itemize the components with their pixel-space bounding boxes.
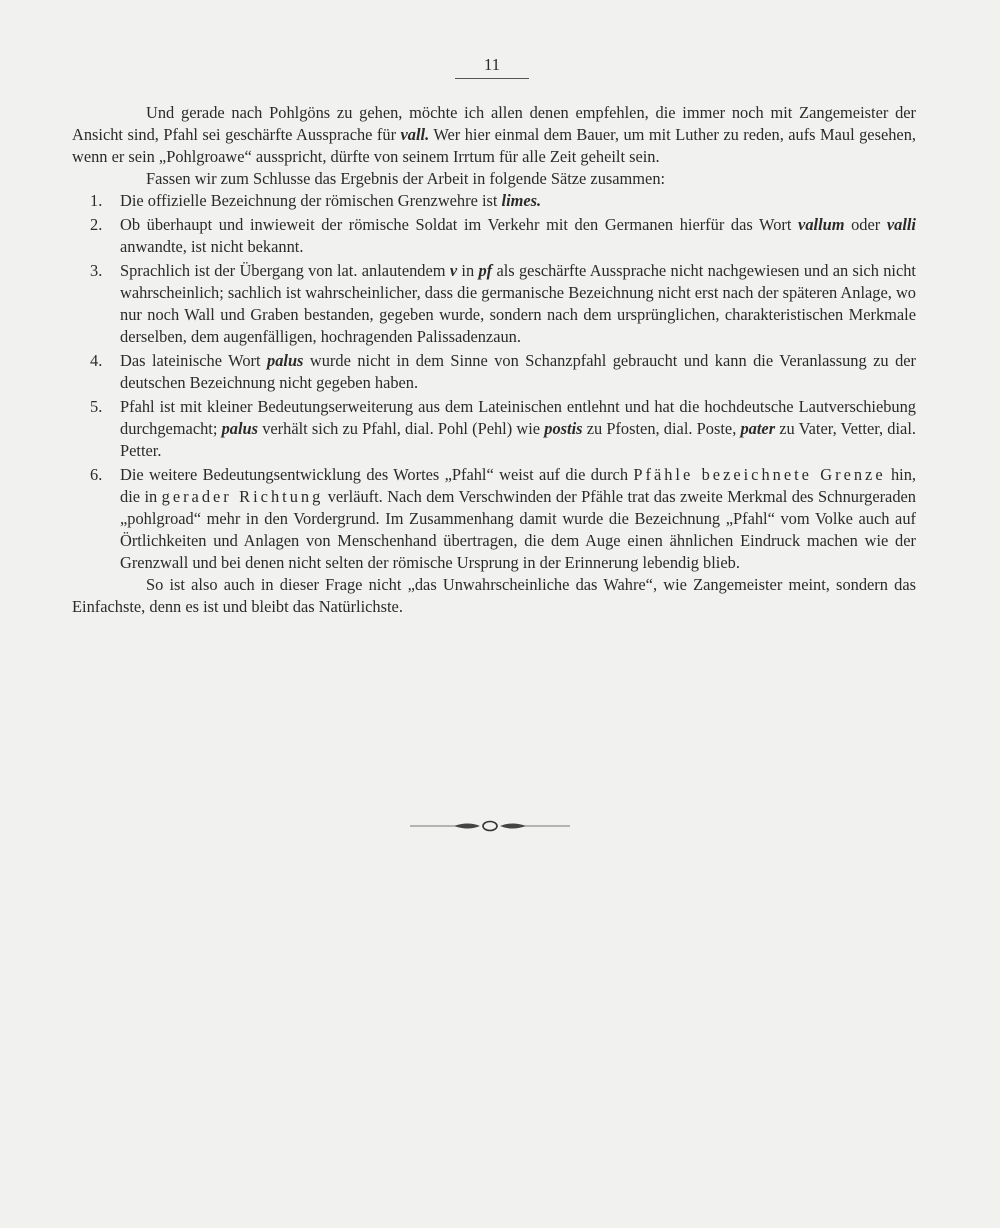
list-number: 4. [90,351,103,370]
page-number: 11 [483,55,501,74]
item-italic-term: v [449,261,458,280]
intro-italic-term: vall. [400,125,430,144]
item-text: hin, die in [120,465,916,506]
page-number-rule [455,78,529,79]
item-italic-term: vallum [798,215,845,234]
item-italic-term: limes. [501,191,542,210]
item-text: Das lateinische Wort [120,351,267,370]
item-italic-term: pf [478,261,493,280]
list-number: 5. [90,397,103,416]
item-text: verläuft. Nach dem Verschwinden der Pfähle trat das zweite Merkmal des Schnurgeraden „pohlgroad“ mehr in den Vordergrund. Im Zusammenhang damit wurde die Bezeichnung „Pfahl“ vom Volke auch auf Örtlichkeiten und Anlagen von Menschenhand übertragen, die dem Auge einen ähnlichen Eindruck machen wie der Grenzwall und bei denen nicht selten der römische Ursprung in der Erinnerung lebendig blieb. [120,487,916,572]
end-ornament [410,814,570,838]
body-text [72,102,916,618]
list-item-6 [72,464,916,574]
item-text: wurde nicht in dem Sinne von Schanzpfahl gebraucht und kann die Veranlassung zu der deutschen Bezeichnung nicht gegeben haben. [120,351,916,392]
item-text: zu Pfosten, dial. Poste, [582,419,741,438]
summary-lead: Fassen wir zum Schlusse das Ergebnis der Arbeit in folgende Sätze zusammen: [146,169,666,188]
item-spaced-emphasis: Pfähle bezeichnete Grenze [633,465,886,484]
item-text: Die weitere Bedeutungsentwicklung des Wortes „Pfahl“ weist auf die durch [120,465,634,484]
list-number: 3. [90,261,103,280]
list-item-1 [72,190,916,212]
list-number: 2. [90,215,103,234]
item-italic-term: postis [544,419,583,438]
list-item-5 [72,396,916,462]
intro-text: Und gerade nach Pohlgöns zu gehen, möchte ich allen denen empfehlen, die immer noch mit Zangemeister der Ansicht sind, Pfahl sei geschärfte Aussprache für [72,103,916,144]
intro-paragraph [72,102,916,168]
item-text: anwandte, ist nicht bekannt. [120,237,304,256]
item-text: in [457,261,479,280]
item-text: Ob überhaupt und inwieweit der römische Soldat im Verkehr mit den Germanen hierfür das Wort [120,215,799,234]
item-italic-term: pater [740,419,776,438]
item-text: Die offizielle Bezeichnung der römischen Grenzwehre ist [120,191,502,210]
list-number: 6. [90,465,103,484]
item-italic-term: palus [267,351,304,370]
list-item-3 [72,260,916,348]
item-text: zu Vater, Vetter, dial. Petter. [120,419,916,460]
list-item-4 [72,350,916,394]
closing-paragraph: So ist also auch in dieser Frage nicht „das Unwahrscheinliche das Wahre“, wie Zangemeister meint, sondern das Einfachste, denn es ist und bleibt das Natürlichste. [72,575,916,616]
item-italic-term: palus [221,419,259,438]
item-spaced-emphasis: gerader Richtung [161,487,324,506]
item-text: oder [844,215,887,234]
intro-text-continued: Wer hier einmal dem Bauer, um mit Luther zu reden, aufs Maul gesehen, wenn er sein „Pohlgroawe“ ausspricht, dürfte von seinem Irrtum für alle Zeit geheilt sein. [72,125,916,166]
item-text: verhält sich zu Pfahl, dial. Pohl (Pehl) wie [258,419,545,438]
item-text: Pfahl ist mit kleiner Bedeutungserweiterung aus dem Lateinischen entlehnt und hat die hochdeutsche Lautverschiebung durchgemacht; [120,397,916,438]
item-text: Sprachlich ist der Übergang von lat. anlautendem [120,261,450,280]
list-number: 1. [90,191,103,210]
summary-list [72,190,916,574]
item-italic-term: valli [886,215,916,234]
item-text: als geschärfte Aussprache nicht nachgewiesen und an sich nicht wahrscheinlich; sachlich ist wahrscheinlicher, dass die germanische Bezeichnung nicht erst nach der späteren Anlage, wo nur noch Wall und Graben bestanden, gegeben wurde, sondern nach dem ursprünglichen, charakteristischen Merkmale derselben, dem augenfälligen, hochragenden Palissadenzaun. [120,261,916,346]
list-item-2 [72,214,916,258]
